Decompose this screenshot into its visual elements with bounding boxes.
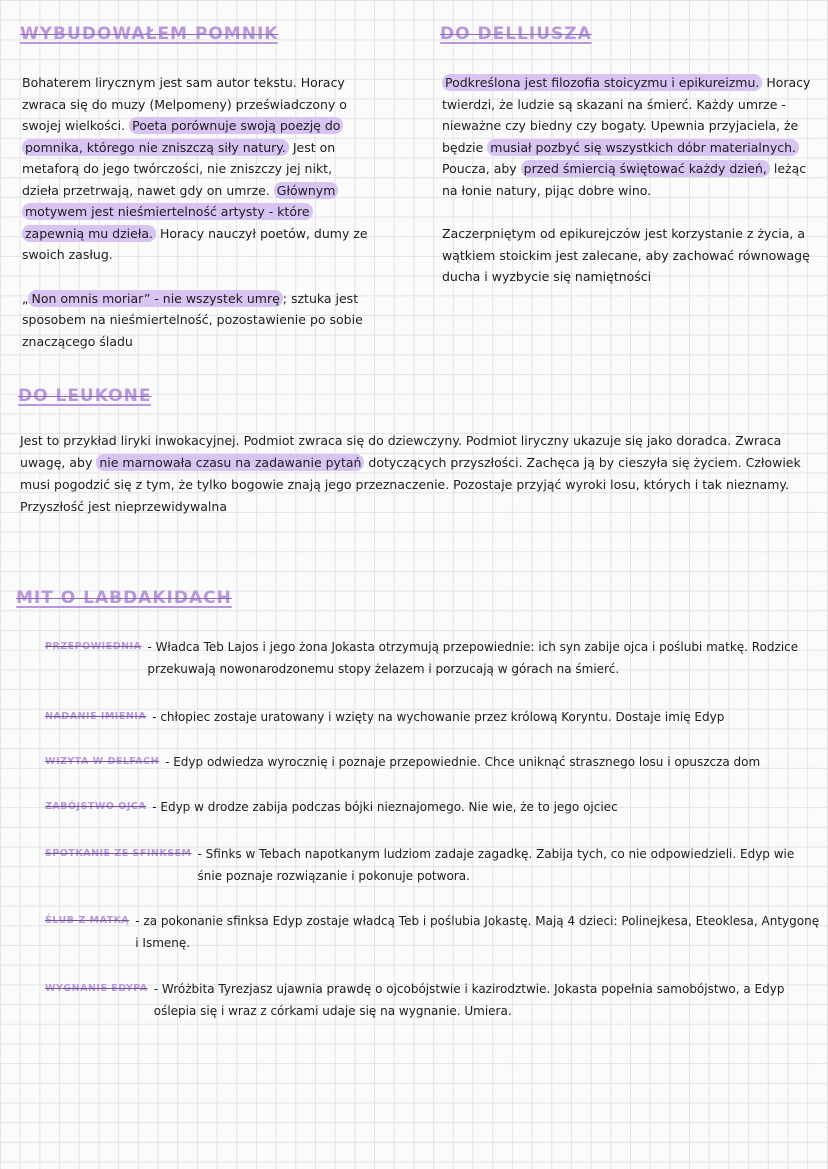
seg: Bohaterem lirycznym jest sam autor tekstu. Horacy zwraca się do muzy (Melpomeny) przeświadczony o swojej wielkości.: [22, 75, 347, 133]
heading-text: DO LEUKONE: [18, 386, 152, 406]
heading-wybudowalem-pomnik: [20, 24, 278, 44]
item-text: - Władca Teb Lajos i jego żona Jokasta otrzymują przepowiednie: ich syn zabije ojca i poślubi matkę. Rodzice przekuwają nowonarodzonemu stopy żelazem i porzucają w górach na śmierć.: [147, 640, 799, 676]
heading-text: MIT O LABDAKIDACH: [16, 588, 232, 608]
delliusza-paragraph-1: [442, 72, 814, 201]
item-label: WYGNANIE EDYPA: [45, 983, 148, 994]
item-label: PRZEPOWIEDNIA: [45, 641, 142, 652]
seg: Horacy nauczył poetów, dumy ze swoich zasług.: [22, 225, 368, 262]
heading-text: DO DELLIUSZA: [440, 24, 592, 44]
seg: Jest on metaforą do jego twórczości, nie zniszczy jej nikt, dzieła przetrwają, nawet gdy on umrze.: [22, 139, 336, 198]
item-text: - Edyp odwiedza wyrocznię i poznaje przepowiednie. Chce uniknąć strasznego losu i opuszcza dom: [165, 755, 761, 769]
wybudowalem-paragraph-1: [22, 72, 370, 266]
item-text: - Edyp w drodze zabija podczas bójki nieznajomego. Nie wie, że to jego ojciec: [152, 800, 618, 814]
section-wybudowalem: [22, 72, 370, 352]
item-text: - chłopiec zostaje uratowany i wzięty na wychowanie przez królową Koryntu. Dostaje imię Edyp: [152, 710, 725, 724]
heading-do-leukone: [18, 386, 151, 406]
seg: Jest to przykład liryki inwokacyjnej. Podmiot zwraca się do dziewczyny. Podmiot liryczny ukazuje się jako doradca. Zwraca uwagę, aby: [20, 433, 782, 470]
list-item: [45, 636, 822, 680]
list-item: [45, 910, 822, 954]
item-text: - Wróżbita Tyrezjasz ujawnia prawdę o ojcobójstwie i kazirodztwie. Jokasta popełnia samobójstwo, a Edyp oślepia się i wraz z córkami udaje się na wygnanie. Umiera.: [153, 982, 785, 1018]
item-label: NADANIE IMIENIA: [45, 711, 147, 722]
seg: Horacy twierdzi, że ludzie są skazani na śmierć. Każdy umrze - nieważne czy biedny czy bogaty. Upewnia przyjaciela, że będzie: [442, 75, 811, 155]
item-text: - za pokonanie sfinksa Edyp zostaje władcą Teb i poślubia Jokastę. Mają 4 dzieci: Polinejkesa, Eteoklesa, Antygonę i Ismenę.: [135, 914, 820, 950]
highlight: przed śmiercią świętować każdy dzień,: [521, 160, 770, 177]
leukone-paragraph: [20, 430, 820, 518]
list-item: [45, 978, 822, 1022]
heading-do-delliusza: [440, 24, 592, 44]
item-label: ŚLUB Z MATKĄ: [45, 915, 130, 926]
seg: Poucza, aby: [442, 161, 521, 176]
highlight: musiał pozbyć się wszystkich dóbr materialnych.: [487, 139, 799, 156]
seg: „: [22, 290, 29, 306]
spacer: [442, 201, 814, 223]
item-text: - Sfinks w Tebach napotkanym ludziom zadaje zagadkę. Zabija tych, co nie odpowiedzieli. Edyp wie śnie poznaje rozwiązanie i pokonuje potwora.: [197, 847, 795, 883]
list-item: [45, 843, 822, 887]
spacer: [22, 266, 370, 288]
list-item: [45, 796, 822, 818]
item-label: ZABÓJSTWO OJCA: [45, 801, 147, 812]
list-item: [45, 706, 822, 728]
delliusza-paragraph-2: Zaczerpniętym od epikurejczów jest korzystanie z życia, a wątkiem stoickim jest zalecane, aby zachować równowagę ducha i wyzbycie się namiętności: [442, 226, 810, 284]
section-do-leukone: [20, 430, 820, 518]
list-item: [45, 751, 822, 773]
seg: ; sztuka jest sposobem na nieśmiertelność, pozostawienie po sobie znaczącego śladu: [22, 290, 363, 349]
highlight: Non omnis moriar” - nie wszystek umrę: [28, 290, 282, 307]
wybudowalem-paragraph-2: [22, 288, 370, 353]
highlight: Głównym motywem jest nieśmiertelność artysty - które zapewnią mu dzieła.: [22, 182, 338, 242]
section-do-delliusza: [442, 72, 814, 288]
highlight: Podkreślona jest filozofia stoicyzmu i epikureizmu.: [442, 74, 762, 91]
highlight: nie marnowała czasu na zadawanie pytań: [96, 454, 364, 471]
seg: leżąc na łonie natury, pijąc dobre wino.: [442, 161, 807, 198]
item-label: WIZYTA W DELFACH: [45, 756, 160, 767]
highlight: Poeta porównuje swoją poezję do pomnika, którego nie zniszczą siły natury.: [22, 117, 343, 156]
heading-text: WYBUDOWAŁEM POMNIK: [20, 24, 279, 44]
item-label: SPOTKANIE ZE SFINKSEM: [45, 848, 192, 859]
seg: dotyczących przyszłości. Zachęca ją by cieszyła się życiem. Człowiek musi pogodzić się z tym, że tylko bogowie znają jego przeznaczenie. Pozostaje przyjąć wyroki losu, których i tak nieznamy. Przyszłość jest nieprzewidywalna: [20, 455, 801, 514]
heading-mit-o-labdakidach: [16, 588, 232, 608]
